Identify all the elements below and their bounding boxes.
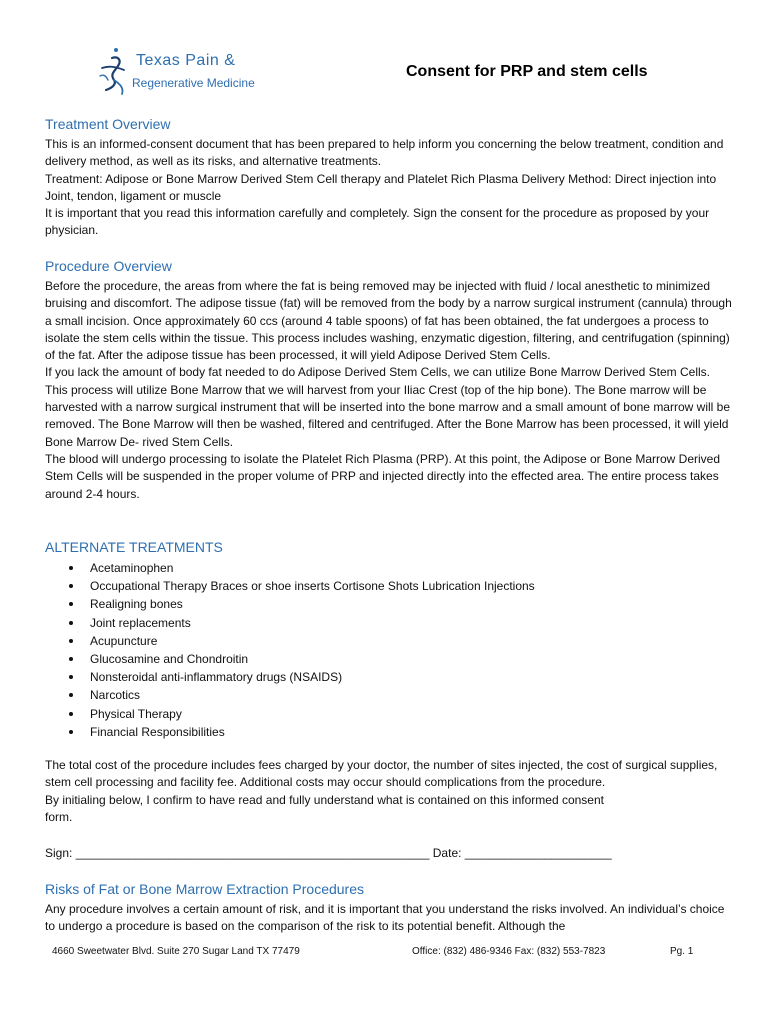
- list-item: Acupuncture: [66, 632, 535, 650]
- list-item: Occupational Therapy Braces or shoe inserts Cortisone Shots Lubrication Injections: [66, 577, 535, 595]
- date-field[interactable]: ______________________: [464, 846, 612, 860]
- paragraph: The total cost of the procedure includes fees charged by your doctor, the number of sites injected, the cost of surgical supplies, stem cell processing and facility fee. Additional costs may occur should complications from the procedure.: [45, 758, 718, 790]
- sign-field[interactable]: _____________________________________________________: [75, 846, 430, 860]
- footer-page-number: Pg. 1: [670, 946, 694, 957]
- heading-risks: Risks of Fat or Bone Marrow Extraction Procedures: [45, 881, 365, 897]
- paragraph: This is an informed-consent document that has been prepared to help inform you concerning the below treatment, condition and delivery method, as well as its risks, and alternative treatments.: [45, 137, 724, 169]
- list-item: Joint replacements: [66, 614, 535, 632]
- treatment-overview-body: [45, 136, 735, 240]
- date-label: Date:: [432, 846, 462, 860]
- footer-contact: Office: (832) 486-9346 Fax: (832) 553-7823: [412, 946, 606, 957]
- clinic-logo: [96, 46, 286, 102]
- logo-text-line2: Regenerative Medicine: [132, 76, 255, 90]
- paragraph: Before the procedure, the areas from where the fat is being removed may be injected with fluid / local anesthetic to minimized bruising and discomfort. The adipose tissue (fat) will be removed from the body by a narrow surgical instrument (cannula) through a small incision. Once approximately 60 ccs (around 4 table spoons) of fat has been obtained, the fat undergoes a process to isolate the stem cells within the tissue. This process includes washing, enzymatic digestion, filtering, and centrifugation (spinning) of the fat. After the adipose tissue has been processed, it will yield Adipose Derived Stem Cells.: [45, 279, 732, 363]
- heading-alternate-treatments: ALTERNATE TREATMENTS: [45, 539, 223, 555]
- list-item: Physical Therapy: [66, 705, 535, 723]
- person-figure-icon: [96, 46, 136, 102]
- paragraph: By initialing below, I confirm to have read and fully understand what is contained on this informed consent form.: [45, 792, 604, 824]
- paragraph: Treatment: Adipose or Bone Marrow Derived Stem Cell therapy and Platelet Rich Plasma Delivery Method: Direct injection into Joint, tendon, ligament or muscle: [45, 171, 717, 203]
- footer-address: 4660 Sweetwater Blvd. Suite 270 Sugar Land TX 77479: [52, 946, 300, 957]
- list-item: Financial Responsibilities: [66, 723, 535, 741]
- list-item: Nonsteroidal anti-inflammatory drugs (NSAIDS): [66, 668, 535, 686]
- list-item: Glucosamine and Chondroitin: [66, 650, 535, 668]
- paragraph: It is important that you read this information carefully and completely. Sign the consent for the procedure as proposed by your physician.: [45, 206, 710, 238]
- paragraph: If you lack the amount of body fat needed to do Adipose Derived Stem Cells, we can utilize Bone Marrow Derived Stem Cells. This process will utilize Bone Marrow that we will harvest from your Iliac Crest (top of the hip bone). The Bone marrow will be harvested with a narrow surgical instrument that will be inserted into the bone marrow and a small amount of bone marrow will be removed. The Bone Marrow will then be washed, filtered and centrifuged. After the Bone Marrow has been processed, it will yield Bone Marrow De- rived Stem Cells.: [45, 365, 730, 449]
- document-title: Consent for PRP and stem cells: [406, 63, 648, 80]
- list-item: Narcotics: [66, 686, 535, 704]
- paragraph: Any procedure involves a certain amount of risk, and it is important that you understand the risks involved. An individual’s choice to undergo a procedure is based on the comparison of the risk to its potential benefit. Although the: [45, 902, 725, 934]
- list-item: Acetaminophen: [66, 559, 535, 577]
- alternate-treatments-list: [66, 559, 535, 741]
- cost-body: [45, 757, 735, 826]
- paragraph: The blood will undergo processing to isolate the Platelet Rich Plasma (PRP). At this point, the Adipose or Bone Marrow Derived Stem Cells will be suspended in the proper volume of PRP and injected directly into the effected area. The entire process takes around 2-4 hours.: [45, 451, 721, 501]
- list-item: Realigning bones: [66, 595, 535, 613]
- sign-label: Sign:: [45, 846, 73, 860]
- signature-line: [45, 846, 612, 860]
- procedure-overview-body: [45, 278, 735, 503]
- heading-procedure-overview: Procedure Overview: [45, 258, 172, 274]
- logo-text-line1: Texas Pain &: [136, 52, 236, 69]
- heading-treatment-overview: Treatment Overview: [45, 116, 171, 132]
- risks-body: [45, 901, 735, 936]
